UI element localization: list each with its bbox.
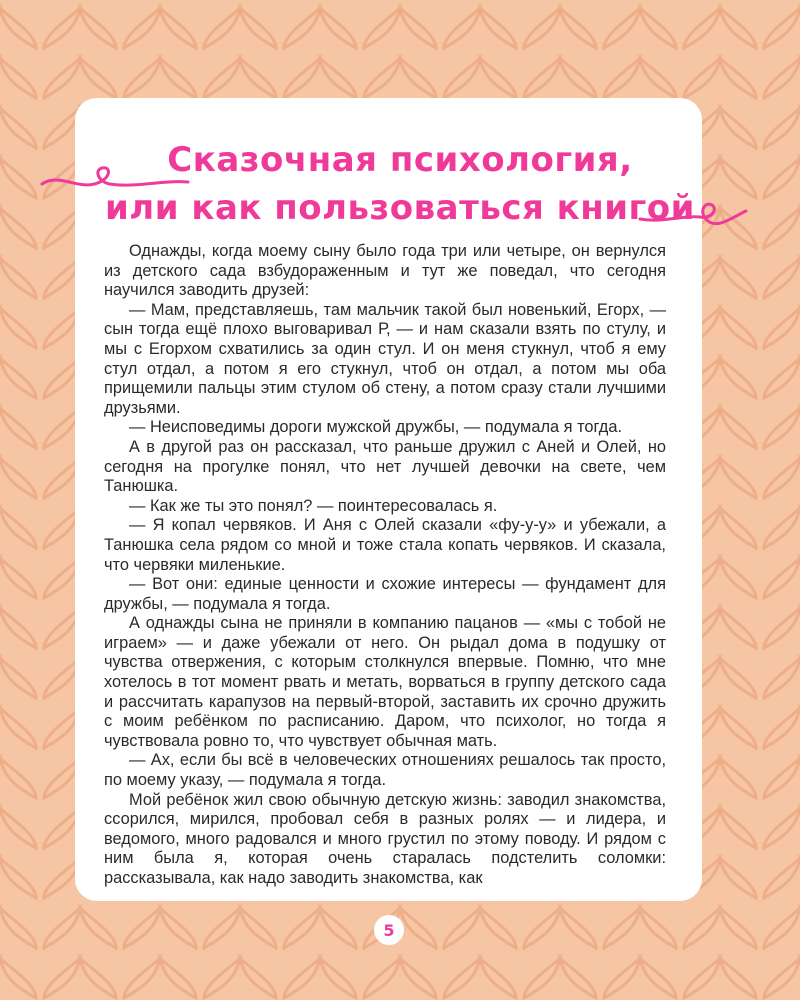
paragraph: — Как же ты это понял? — поинтересовалась я.	[129, 496, 498, 515]
knit-stitch	[480, 908, 516, 948]
knit-stitch	[560, 958, 596, 998]
knit-stitch	[640, 958, 676, 998]
knit-stitch	[400, 908, 436, 948]
knit-stitch	[0, 558, 36, 598]
knit-stitch	[720, 258, 756, 298]
knit-stitch	[720, 508, 756, 548]
knit-stitch	[720, 658, 756, 698]
knit-stitch	[284, 908, 320, 948]
knit-stitch	[720, 708, 756, 748]
knit-stitch	[764, 458, 800, 498]
page-title-line-2: или как пользоваться книгой	[104, 188, 695, 228]
paragraph: А в другой раз он рассказал, что раньше дружил с Аней и Олей, но сегодня на прогулке понял, что нет лучшей девочки на свете, чем Танюшка.	[104, 437, 666, 496]
knit-stitch	[720, 908, 756, 948]
knit-stitch	[0, 758, 36, 798]
paragraph: А однажды сына не приняли в компанию пацанов — «мы с тобой не играем» — и даже убежали от него. Он рыдал дома в подушку от чувства отвержения, с которым столкнулся впервые. Помню, что мне хотелось в тот момент рвать и метать, ворваться в группу детского сада и рассчитать карапузов на первый-второй, заставить их срочно дружить с моим ребёнком по расписанию. Даром, что психолог, но тогда я чувствовала ровно то, что чувствует обычная мать.	[104, 614, 666, 750]
knit-stitch	[400, 958, 436, 998]
article-body	[104, 242, 666, 889]
knit-stitch	[764, 658, 800, 698]
knit-stitch	[0, 858, 36, 898]
knit-stitch	[720, 458, 756, 498]
knit-stitch	[0, 408, 36, 448]
knit-stitch	[764, 758, 800, 798]
knit-stitch	[720, 958, 756, 998]
knit-stitch	[720, 608, 756, 648]
paragraph: — Вот они: единые ценности и схожие интересы — фундамент для дружбы, — подумала я тогда.	[104, 575, 666, 613]
knit-stitch	[0, 508, 36, 548]
knit-stitch	[764, 708, 800, 748]
paragraph: — Я копал червяков. И Аня с Олей сказали «фу-у-у» и убежали, а Танюшка села рядом со мной и тоже стала копать червяков. И сказала, что червяки миленькие.	[104, 516, 666, 574]
knit-stitch	[0, 458, 36, 498]
knit-stitch	[764, 608, 800, 648]
knit-stitch	[720, 558, 756, 598]
knit-stitch	[320, 908, 356, 948]
paragraph: — Ах, если бы всё в человеческих отношениях решалось так просто, по моему указу, — подумала я тогда.	[104, 751, 666, 790]
knit-stitch	[720, 858, 756, 898]
knit-stitch	[560, 908, 596, 948]
knit-stitch	[764, 408, 800, 448]
knit-stitch	[444, 958, 480, 998]
knit-stitch	[80, 908, 116, 948]
knit-stitch	[0, 358, 36, 398]
knit-stitch	[764, 858, 800, 898]
knit-stitch	[720, 358, 756, 398]
knit-stitch	[0, 308, 36, 348]
knit-stitch	[0, 608, 36, 648]
knit-stitch	[364, 958, 400, 998]
knit-stitch	[240, 958, 276, 998]
knit-stitch	[684, 908, 720, 948]
swirl-decoration-right-icon	[638, 197, 748, 237]
knit-stitch	[524, 958, 560, 998]
knit-stitch	[764, 308, 800, 348]
knit-stitch	[720, 308, 756, 348]
knit-stitch	[640, 908, 676, 948]
knit-stitch	[44, 908, 80, 948]
knit-stitch	[764, 508, 800, 548]
knit-stitch	[124, 908, 160, 948]
page-title-line-1: Сказочная психология,	[167, 140, 633, 180]
knit-stitch	[764, 358, 800, 398]
knit-stitch	[0, 258, 36, 298]
knit-stitch	[240, 908, 276, 948]
knit-stitch	[0, 908, 36, 948]
knit-stitch	[764, 258, 800, 298]
knit-stitch	[764, 958, 800, 998]
knit-stitch	[720, 408, 756, 448]
knit-stitch	[604, 908, 640, 948]
knit-stitch	[0, 658, 36, 698]
knit-stitch	[764, 808, 800, 848]
knit-stitch	[480, 958, 516, 998]
knit-stitch	[0, 808, 36, 848]
knit-stitch	[80, 958, 116, 998]
knit-stitch	[44, 958, 80, 998]
paragraph: — Мам, представляешь, там мальчик такой был новенький, Егорх, — сын тогда ещё плохо выговаривал Р, — и нам сказали взять по стулу, и мы с Егорхом схватились за один стул. И он меня стукнул, чтоб я ему стул отдал, а потом я его стукнул, чтоб он отдал, а потом мы оба прищемили пальцы этим стулом об стену, а потом сразу стали лучшими друзьями.	[104, 300, 666, 417]
paragraph: Мой ребёнок жил свою обычную детскую жизнь: заводил знакомства, ссорился, мирился, пробовал себя в разных ролях — и лидера, и ведомого, много радовался и много грустил по этому поводу. И рядом с ним была я, которая очень старалась подстелить соломки: рассказывала, как надо заводить знакомства, как	[104, 790, 666, 887]
knit-stitch	[160, 908, 196, 948]
knit-stitch	[204, 908, 240, 948]
knit-stitch	[320, 958, 356, 998]
knit-stitch	[524, 908, 560, 948]
knit-stitch	[0, 958, 36, 998]
knit-stitch	[720, 758, 756, 798]
knit-stitch	[604, 958, 640, 998]
knit-stitch	[124, 958, 160, 998]
paragraph: Однажды, когда моему сыну было года три или четыре, он вернулся из детского сада взбудораженным и тут же поведал, что сегодня научился заводить друзей:	[104, 242, 666, 300]
knit-stitch	[284, 958, 320, 998]
knit-stitch	[720, 808, 756, 848]
knit-stitch	[0, 708, 36, 748]
page-number: 5	[374, 915, 404, 945]
knit-stitch	[684, 958, 720, 998]
knit-stitch	[160, 958, 196, 998]
knit-stitch	[444, 908, 480, 948]
paragraph: — Неисповедимы дороги мужской дружбы, — подумала я тогда.	[129, 418, 623, 437]
knit-stitch	[764, 908, 800, 948]
title-block	[0, 0, 800, 240]
knit-stitch	[764, 558, 800, 598]
knit-stitch	[204, 958, 240, 998]
